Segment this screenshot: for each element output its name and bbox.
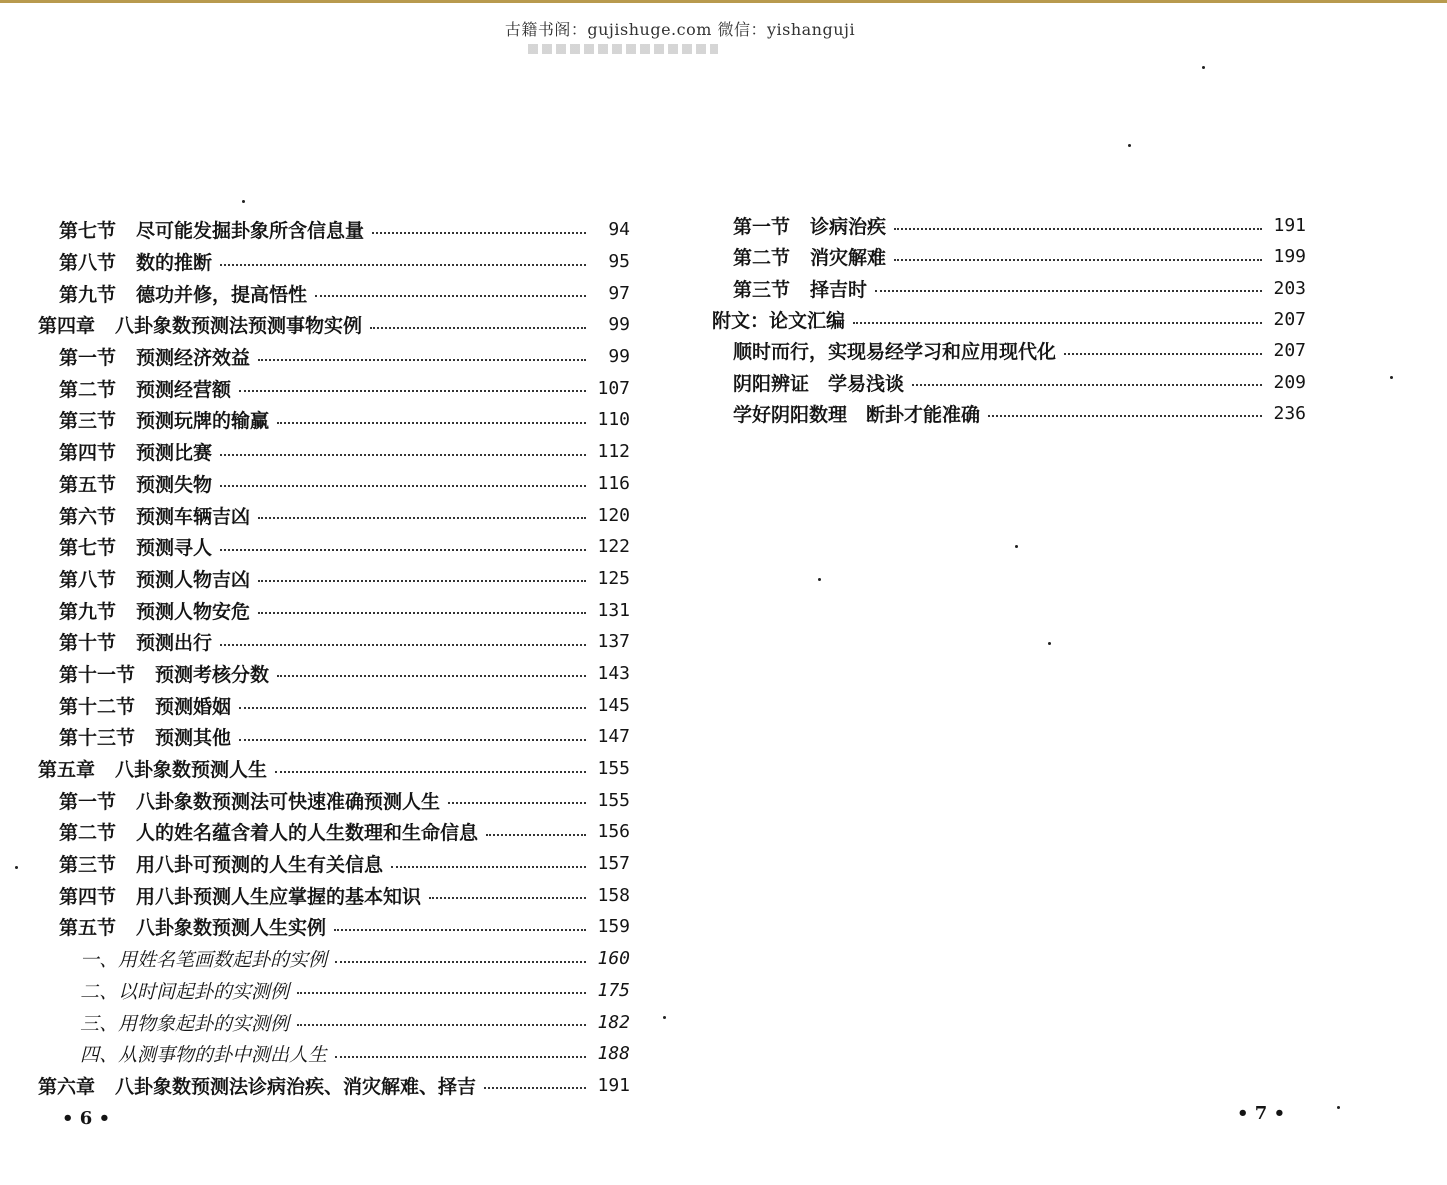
toc-leader-dots: [277, 422, 586, 424]
toc-leader-dots: [239, 739, 586, 741]
toc-leader-dots: [894, 228, 1262, 230]
toc-entry-title: 四、从测事物的卦中测出人生: [80, 1044, 328, 1067]
toc-entry-title: 预测人物安危: [136, 600, 251, 623]
toc-entry-page: 147: [597, 726, 630, 748]
toc-section-row: [38, 1038, 630, 1070]
toc-entry-title: 八卦象数预测法可快速准确预测人生: [136, 790, 441, 813]
toc-leader-dots: [220, 549, 586, 551]
toc-entry-page: 156: [597, 821, 630, 843]
toc-entry-title: 八卦象数预测人生: [115, 759, 268, 782]
toc-entry-page: 97: [608, 282, 630, 304]
toc-section-row: [38, 658, 630, 690]
toc-entry-number: 第三节: [733, 278, 791, 301]
toc-section-row: [38, 531, 630, 563]
toc-section-row: [38, 879, 630, 911]
print-smudge: [528, 44, 718, 54]
top-border: [0, 0, 1447, 3]
toc-section-row: [38, 816, 630, 848]
toc-entry-page: 207: [1273, 309, 1306, 331]
toc-section-row: [38, 563, 630, 595]
toc-section-row: [38, 721, 630, 753]
toc-entry-page: 110: [597, 409, 630, 431]
toc-entry-title: 二、以时间起卦的实测例: [80, 980, 290, 1003]
toc-section-row: [38, 1006, 630, 1038]
toc-entry-page: 236: [1273, 402, 1306, 424]
toc-entry-title: 预测其他: [155, 727, 232, 750]
toc-leader-dots: [258, 359, 586, 361]
toc-entry-number: 第六节: [59, 505, 117, 528]
toc-section-row: [712, 273, 1306, 304]
toc-leader-dots: [297, 992, 586, 994]
toc-section-row: [38, 943, 630, 975]
toc-entry-page: 143: [597, 662, 630, 684]
toc-section-row: [38, 436, 630, 468]
toc-section-row: [38, 626, 630, 658]
toc-leader-dots: [391, 866, 586, 868]
scan-speck: [1202, 66, 1205, 69]
toc-section-row: [38, 468, 630, 500]
toc-entry-page: 131: [597, 599, 630, 621]
toc-entry-title: 预测比赛: [136, 442, 213, 465]
toc-leader-dots: [335, 1056, 586, 1058]
toc-section-row: [712, 366, 1306, 397]
toc-entry-title: 八卦象数预测法预测事物实例: [115, 315, 363, 338]
toc-leader-dots: [220, 454, 586, 456]
toc-section-row: [712, 398, 1306, 429]
toc-leader-dots: [220, 644, 586, 646]
toc-leader-dots: [239, 390, 586, 392]
toc-entry-title: 预测车辆吉凶: [136, 505, 251, 528]
toc-entry-title: 预测出行: [136, 632, 213, 655]
toc-entry-title: 阴阳辨证 学易浅谈: [733, 372, 905, 395]
toc-leader-dots: [297, 1024, 586, 1026]
toc-entry-number: 第四章: [38, 315, 96, 338]
toc-section-row: [38, 214, 630, 246]
toc-entry-page: 199: [1273, 246, 1306, 268]
toc-entry-page: 209: [1273, 371, 1306, 393]
toc-section-row: [712, 241, 1306, 272]
toc-section-row: [38, 689, 630, 721]
toc-entry-page: 112: [597, 441, 630, 463]
toc-entry-number: 第五节: [59, 917, 117, 940]
scan-speck: [15, 866, 18, 869]
watermark-header: 古籍书阁：gujishuge.com 微信：yishanguji: [504, 20, 856, 39]
toc-leader-dots: [448, 802, 586, 804]
toc-entry-page: 99: [608, 314, 630, 336]
toc-section-row: [38, 784, 630, 816]
toc-entry-number: 第一节: [59, 790, 117, 813]
toc-entry-title: 预测经济效益: [136, 347, 251, 370]
toc-entry-page: 191: [1273, 215, 1306, 237]
scan-speck: [1015, 545, 1018, 548]
toc-leader-dots: [484, 1087, 586, 1089]
scan-speck: [242, 200, 245, 203]
toc-entry-number: 第三节: [59, 854, 117, 877]
toc-entry-number: 第二节: [733, 247, 791, 270]
toc-entry-page: 137: [597, 631, 630, 653]
toc-entry-page: 155: [597, 789, 630, 811]
toc-entry-page: 207: [1273, 340, 1306, 362]
toc-section-row: [38, 341, 630, 373]
toc-section-row: [38, 372, 630, 404]
toc-entry-title: 消灾解难: [810, 247, 887, 270]
toc-entry-page: 175: [597, 979, 630, 1001]
toc-leader-dots: [258, 517, 586, 519]
toc-entry-page: 155: [597, 758, 630, 780]
toc-entry-number: 第七节: [59, 537, 117, 560]
toc-entry-page: 99: [608, 346, 630, 368]
toc-entry-title: 用八卦可预测的人生有关信息: [136, 854, 384, 877]
left-page-toc: [38, 214, 630, 1101]
toc-entry-title: 择吉时: [810, 278, 868, 301]
toc-entry-title: 八卦象数预测法诊病治疾、消灾解难、择吉: [115, 1075, 477, 1098]
toc-entry-page: 122: [597, 536, 630, 558]
toc-entry-number: 第四节: [59, 885, 117, 908]
toc-leader-dots: [315, 295, 586, 297]
toc-entry-number: 第十二节: [59, 695, 136, 718]
toc-entry-number: 第十节: [59, 632, 117, 655]
toc-leader-dots: [258, 612, 586, 614]
scan-speck: [1337, 1106, 1340, 1109]
toc-entry-page: 203: [1273, 277, 1306, 299]
toc-leader-dots: [220, 485, 586, 487]
toc-entry-number: 第十三节: [59, 727, 136, 750]
scan-speck: [818, 578, 821, 581]
toc-entry-title: 顺时而行，实现易经学习和应用现代化: [733, 341, 1057, 364]
toc-entry-page: 182: [597, 1011, 630, 1033]
toc-entry-title: 预测经营额: [136, 378, 232, 401]
toc-leader-dots: [988, 415, 1262, 417]
toc-entry-number: 第六章: [38, 1075, 96, 1098]
toc-entry-page: 188: [597, 1043, 630, 1065]
toc-entry-title: 三、用物象起卦的实测例: [80, 1012, 290, 1035]
toc-entry-page: 159: [597, 916, 630, 938]
toc-section-row: [38, 404, 630, 436]
toc-entry-number: 第一节: [59, 347, 117, 370]
toc-entry-title: 预测婚姻: [155, 695, 232, 718]
toc-entry-title: 预测失物: [136, 473, 213, 496]
toc-entry-page: 95: [608, 251, 630, 273]
toc-chapter-row: [712, 304, 1306, 335]
toc-entry-number: 第七节: [59, 220, 117, 243]
toc-entry-title: 预测考核分数: [155, 663, 270, 686]
toc-leader-dots: [275, 771, 586, 773]
toc-entry-title: 用八卦预测人生应掌握的基本知识: [136, 885, 422, 908]
toc-section-row: [38, 499, 630, 531]
toc-entry-page: 145: [597, 694, 630, 716]
toc-entry-page: 125: [597, 567, 630, 589]
scan-speck: [663, 1016, 666, 1019]
toc-entry-page: 191: [597, 1074, 630, 1096]
page-number-right: • 7 •: [1237, 1103, 1286, 1124]
toc-entry-title: 附文：论文汇编: [712, 310, 846, 333]
toc-leader-dots: [258, 580, 586, 582]
toc-leader-dots: [853, 322, 1262, 324]
toc-entry-number: 第四节: [59, 442, 117, 465]
toc-entry-page: 107: [597, 377, 630, 399]
toc-leader-dots: [370, 327, 586, 329]
toc-chapter-row: [38, 1070, 630, 1102]
toc-section-row: [38, 594, 630, 626]
right-page-toc: [712, 210, 1306, 429]
toc-leader-dots: [912, 384, 1262, 386]
scan-speck: [1128, 144, 1131, 147]
toc-leader-dots: [335, 961, 586, 963]
toc-entry-title: 学好阴阳数理 断卦才能准确: [733, 403, 981, 426]
toc-leader-dots: [1064, 353, 1262, 355]
toc-entry-page: 160: [597, 948, 630, 970]
toc-entry-page: 94: [608, 219, 630, 241]
toc-entry-page: 116: [597, 472, 630, 494]
toc-leader-dots: [875, 290, 1262, 292]
toc-entry-number: 第十一节: [59, 663, 136, 686]
toc-entry-title: 尽可能发掘卦象所含信息量: [136, 220, 365, 243]
toc-entry-number: 第二节: [59, 822, 117, 845]
toc-leader-dots: [220, 264, 586, 266]
toc-section-row: [38, 975, 630, 1007]
toc-entry-title: 诊病治疾: [810, 216, 887, 239]
toc-entry-number: 第五节: [59, 473, 117, 496]
toc-entry-number: 第二节: [59, 378, 117, 401]
toc-entry-title: 德功并修，提高悟性: [136, 283, 308, 306]
toc-entry-title: 人的姓名蕴含着人的人生数理和生命信息: [136, 822, 479, 845]
page-number-left: • 6 •: [62, 1108, 111, 1129]
scan-speck: [1390, 376, 1393, 379]
toc-entry-title: 数的推断: [136, 252, 213, 275]
toc-leader-dots: [334, 929, 586, 931]
toc-leader-dots: [277, 675, 586, 677]
toc-entry-title: 预测玩牌的输赢: [136, 410, 270, 433]
toc-section-row: [712, 210, 1306, 241]
toc-entry-number: 第八节: [59, 252, 117, 275]
toc-entry-page: 157: [597, 853, 630, 875]
toc-entry-number: 第三节: [59, 410, 117, 433]
toc-entry-number: 第一节: [733, 216, 791, 239]
toc-section-row: [38, 911, 630, 943]
toc-section-row: [38, 246, 630, 278]
toc-leader-dots: [486, 834, 586, 836]
toc-entry-page: 120: [597, 504, 630, 526]
toc-entry-title: 八卦象数预测人生实例: [136, 917, 327, 940]
toc-chapter-row: [38, 753, 630, 785]
toc-chapter-row: [38, 309, 630, 341]
toc-entry-page: 158: [597, 884, 630, 906]
toc-entry-title: 预测寻人: [136, 537, 213, 560]
toc-entry-title: 一、用姓名笔画数起卦的实例: [80, 949, 328, 972]
toc-entry-number: 第五章: [38, 759, 96, 782]
toc-leader-dots: [429, 897, 586, 899]
toc-entry-number: 第九节: [59, 283, 117, 306]
toc-entry-number: 第九节: [59, 600, 117, 623]
toc-leader-dots: [894, 259, 1262, 261]
toc-entry-title: 预测人物吉凶: [136, 568, 251, 591]
toc-entry-number: 第八节: [59, 568, 117, 591]
toc-leader-dots: [239, 707, 586, 709]
scan-speck: [1048, 642, 1051, 645]
toc-section-row: [38, 277, 630, 309]
toc-section-row: [38, 848, 630, 880]
toc-leader-dots: [372, 232, 586, 234]
toc-section-row: [712, 335, 1306, 366]
